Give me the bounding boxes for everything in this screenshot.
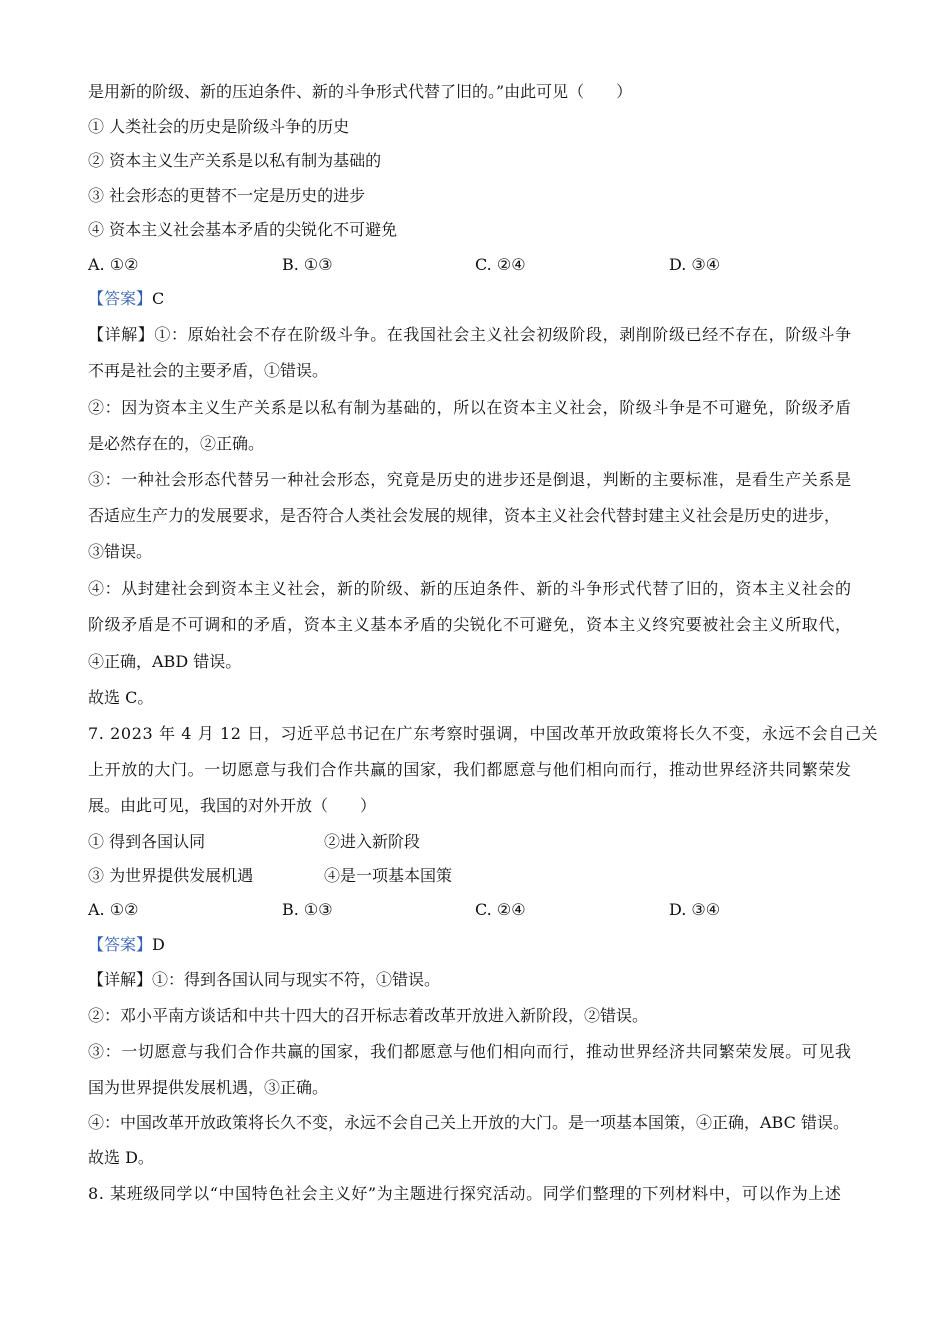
q7-option-c: C. ②④ bbox=[475, 900, 526, 919]
q6-option-a: A. ①② bbox=[88, 255, 139, 274]
q6-detail-line: 是必然存在的，②正确。 bbox=[88, 434, 265, 453]
q6-detail-line: 【详解】①：原始社会不存在阶级斗争。在我国社会主义社会初级阶段，剥削阶级已经不存在，阶级斗争 bbox=[88, 325, 852, 344]
q6-detail-line: ③：一种社会形态代替另一种社会形态，究竟是历史的进步还是倒退，判断的主要标准，是看生产关系是 bbox=[88, 470, 852, 489]
q7-answer-value: D bbox=[152, 935, 165, 954]
q7-item-3: ③ 为世界提供发展机遇 bbox=[88, 866, 254, 885]
q7-item-2: ②进入新阶段 bbox=[324, 832, 421, 851]
q7-option-b: B. ①③ bbox=[282, 900, 333, 919]
q8-stem-line: 8. 某班级同学以“中国特色社会主义好”为主题进行探究活动。同学们整理的下列材料中，可以作为上述 bbox=[88, 1184, 842, 1203]
q7-option-a: A. ①② bbox=[88, 900, 139, 919]
q7-stem-line: 展。由此可见，我国的对外开放（ ） bbox=[88, 796, 377, 815]
q7-item-4: ④是一项基本国策 bbox=[324, 866, 453, 885]
q6-item-1: ① 人类社会的历史是阶级斗争的历史 bbox=[88, 117, 350, 136]
q6-item-2: ② 资本主义生产关系是以私有制为基础的 bbox=[88, 151, 382, 170]
q6-stem-tail: 是用新的阶级、新的压迫条件、新的斗争形式代替了旧的。”由此可见（ ） bbox=[88, 82, 633, 101]
q6-option-d: D. ③④ bbox=[669, 255, 721, 274]
q6-item-4: ④ 资本主义社会基本矛盾的尖锐化不可避免 bbox=[88, 220, 398, 239]
q6-detail-line: ③错误。 bbox=[88, 542, 153, 561]
q6-detail-line: ④正确，ABD 错误。 bbox=[88, 652, 242, 671]
q7-answer-tag: 【答案】 bbox=[88, 935, 153, 954]
q7-option-d: D. ③④ bbox=[669, 900, 721, 919]
q7-detail-line: ③：一切愿意与我们合作共赢的国家，我们都愿意与他们相向而行，推动世界经济共同繁荣发展。可见我 bbox=[88, 1042, 852, 1061]
q7-detail-line: 国为世界提供发展机遇，③正确。 bbox=[88, 1078, 329, 1097]
q6-option-c: C. ②④ bbox=[475, 255, 526, 274]
q7-detail-line: 【详解】①：得到各国认同与现实不符，①错误。 bbox=[88, 970, 441, 989]
q6-answer-value: C bbox=[152, 289, 165, 308]
q6-detail-line: ④：从封建社会到资本主义社会，新的阶级、新的压迫条件、新的斗争形式代替了旧的，资本主义社会的 bbox=[88, 579, 852, 598]
q7-detail-line: 故选 D。 bbox=[88, 1148, 154, 1167]
q6-detail-line: 否适应生产力的发展要求，是否符合人类社会发展的规律，资本主义社会代替封建主义社会是历史的进步， bbox=[88, 506, 841, 525]
q7-answer bbox=[88, 935, 165, 955]
q6-item-3: ③ 社会形态的更替不一定是历史的进步 bbox=[88, 186, 366, 205]
q7-stem-line: 上开放的大门。一切愿意与我们合作共赢的国家，我们都愿意与他们相向而行，推动世界经济共同繁荣发 bbox=[88, 760, 852, 779]
q6-detail-line: 不再是社会的主要矛盾，①错误。 bbox=[88, 361, 329, 380]
q7-stem-line: 7. 2023 年 4 月 12 日，习近平总书记在广东考察时强调，中国改革开放政策将长久不变，永远不会自己关 bbox=[88, 724, 879, 743]
q6-option-b: B. ①③ bbox=[282, 255, 333, 274]
q6-detail-line: 阶级矛盾是不可调和的矛盾，资本主义基本矛盾的尖锐化不可避免，资本主义终究要被社会主义所取代， bbox=[88, 615, 852, 634]
q6-answer bbox=[88, 289, 164, 309]
q7-detail-line: ②：邓小平南方谈话和中共十四大的召开标志着改革开放进入新阶段，②错误。 bbox=[88, 1006, 649, 1025]
q7-detail-line: ④：中国改革开放政策将长久不变，永远不会自己关上开放的大门。是一项基本国策，④正确，ABC 错误。 bbox=[88, 1113, 849, 1132]
q6-detail-line: ②：因为资本主义生产关系是以私有制为基础的，所以在资本主义社会，阶级斗争是不可避免，阶级矛盾 bbox=[88, 398, 852, 417]
q6-detail-line: 故选 C。 bbox=[88, 688, 154, 707]
q7-item-1: ① 得到各国认同 bbox=[88, 832, 206, 851]
q6-answer-tag: 【答案】 bbox=[88, 289, 153, 308]
